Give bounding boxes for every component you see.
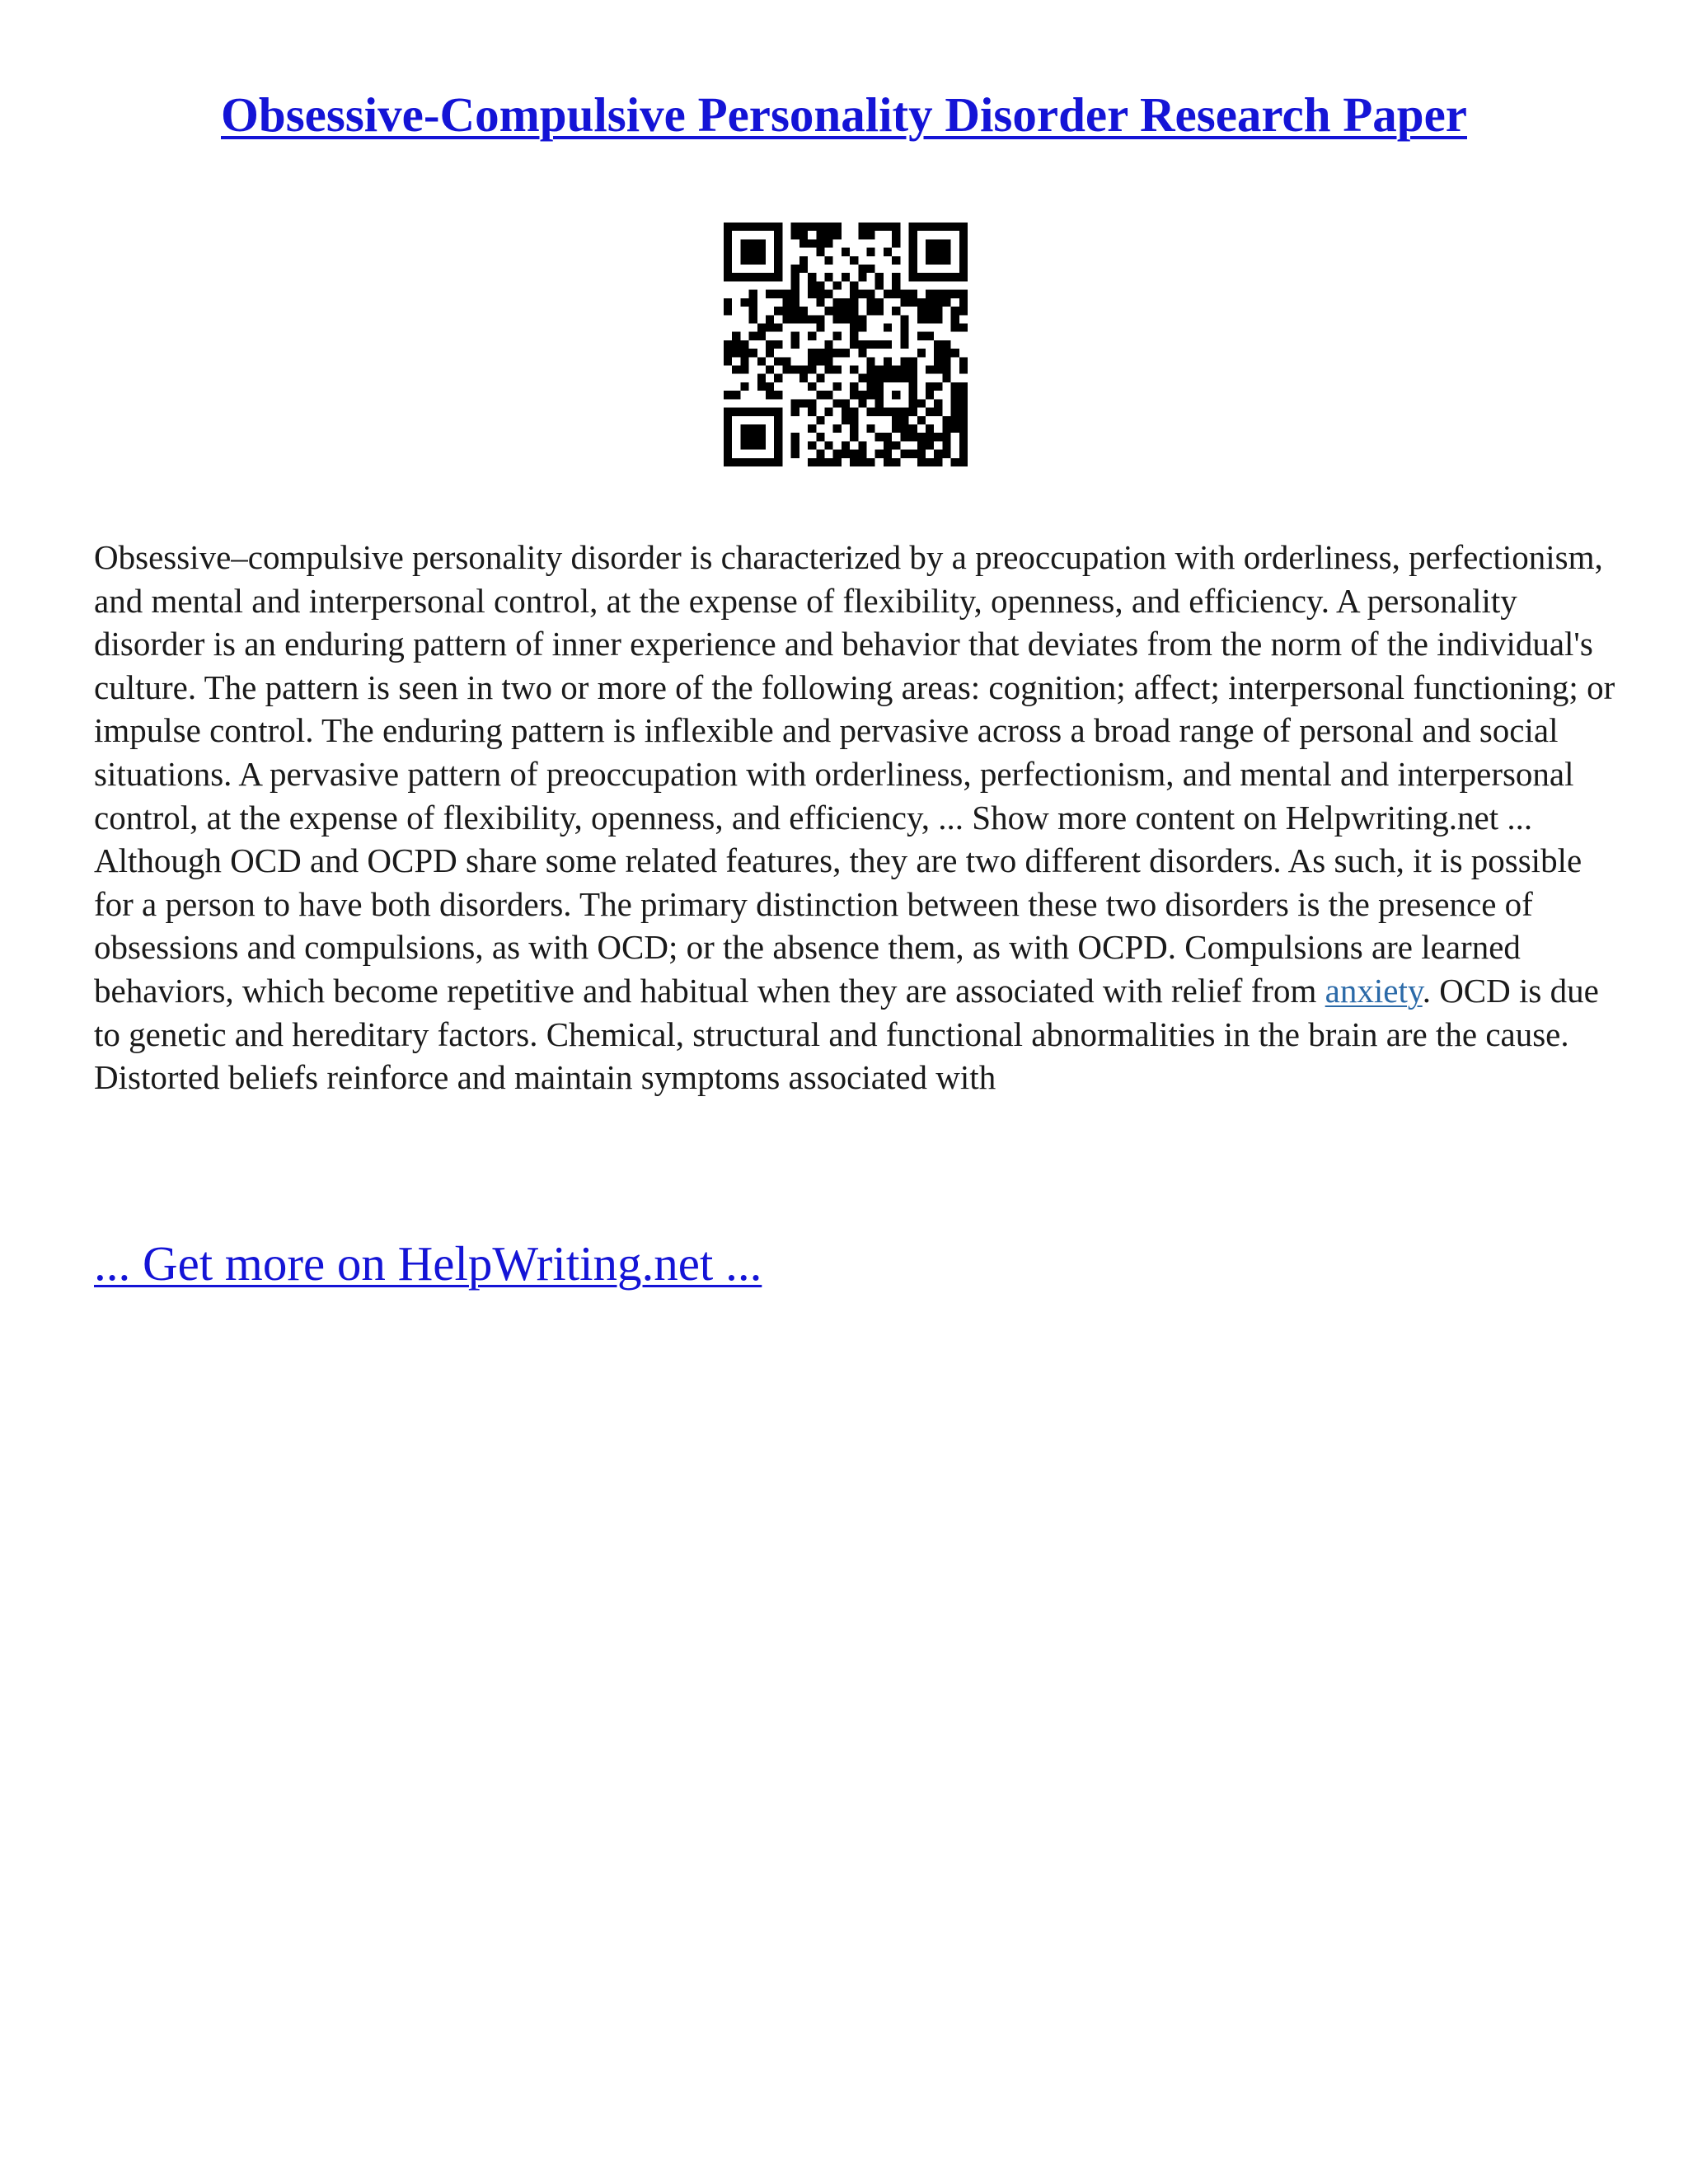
anxiety-link[interactable]: anxiety bbox=[1325, 971, 1423, 1010]
get-more-link[interactable]: ... Get more on HelpWriting.net ... bbox=[94, 1236, 762, 1291]
body-text-after-link: . OCD is due to genetic and hereditary factors. Chemical, structural and functional abnormalities in the brain are the cause. Distorted beliefs reinforce and maintain symptoms associated with bbox=[94, 971, 1599, 1097]
body-text-before-link: Obsessive–compulsive personality disorder is characterized by a preoccupation with orderliness, perfectionism, and mental and interpersonal control, at the expense of flexibility, openness, and efficiency. A personality disorder is an enduring pattern of inner experience and behavior that deviates from the norm of the individual's culture. The pattern is seen in two or more of the following areas: cognition; affect; interpersonal functioning; or impulse control. The enduring pattern is inflexible and pervasive across a broad range of personal and social situations. A pervasive pattern of preoccupation with orderliness, perfectionism, and mental and interpersonal control, at the expense of flexibility, openness, and efficiency, ... Show more content on Helpwriting.net ... Although OCD and OCPD share some related features, they are two different disorders. As such, it is possible for a person to have both disorders. The primary distinction between these two disorders is the presence of obsessions and compulsions, as with OCD; or the absence them, as with OCPD. Compulsions are learned behaviors, which become repetitive and habitual when they are associated with relief from bbox=[94, 538, 1615, 1010]
qr-code-icon bbox=[724, 223, 968, 466]
body-paragraph bbox=[94, 536, 1619, 1099]
document-title-link[interactable]: Obsessive-Compulsive Personality Disorder Research Paper bbox=[221, 87, 1467, 142]
